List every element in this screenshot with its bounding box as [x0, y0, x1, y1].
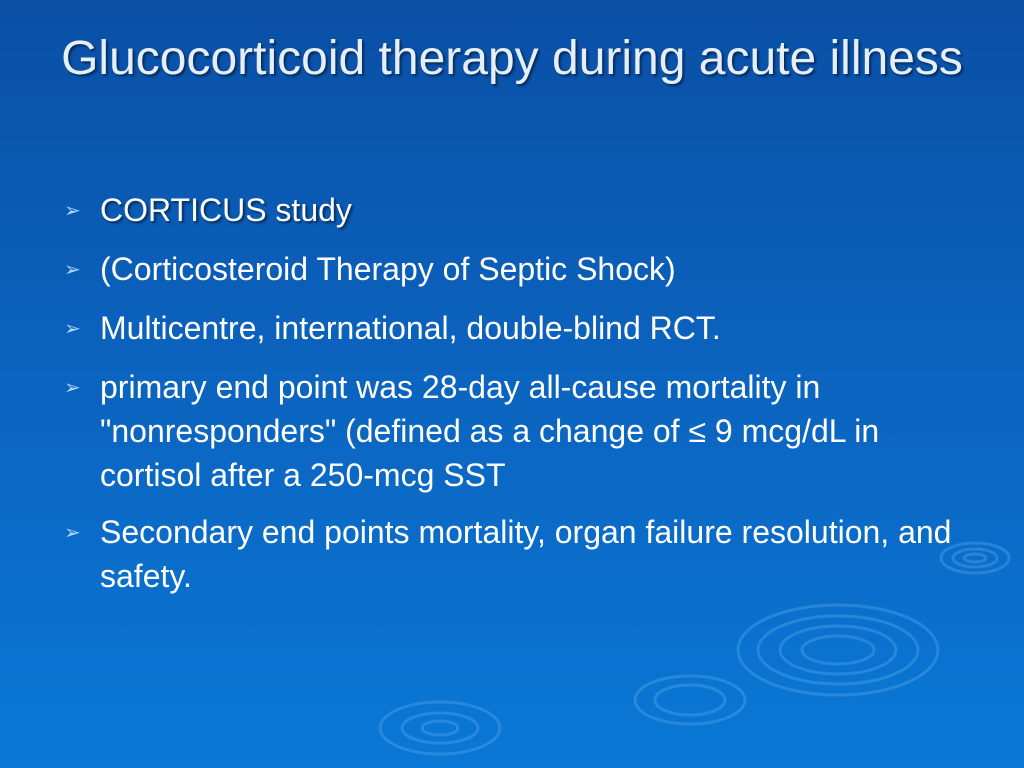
bullet-item [64, 306, 964, 352]
bullet-text: Secondary end points mortality, organ failure resolution, and safety. [100, 514, 952, 594]
bullet-item [64, 247, 964, 293]
bullet-text: primary end point was 28-day all-cause mortality in "nonresponders" (defined as a change of ≤ 9 mcg/dL in cortisol after a 250-mcg SST [100, 369, 880, 493]
bullet-text: Multicentre, international, double-blind RCT. [100, 310, 721, 346]
bullet-item [64, 365, 964, 497]
slide-title: Glucocorticoid therapy during acute illness [61, 32, 963, 85]
bullet-item [64, 188, 964, 234]
bullet-list [64, 188, 964, 611]
bullet-item [64, 510, 964, 598]
chevron-right-icon: ➢ [64, 522, 81, 544]
chevron-right-icon: ➢ [64, 259, 81, 281]
chevron-right-icon: ➢ [64, 318, 81, 340]
bullet-text: CORTICUS study [100, 192, 352, 228]
bullet-text: (Corticosteroid Therapy of Septic Shock) [100, 251, 676, 287]
chevron-right-icon: ➢ [64, 377, 81, 399]
chevron-right-icon: ➢ [64, 200, 81, 222]
